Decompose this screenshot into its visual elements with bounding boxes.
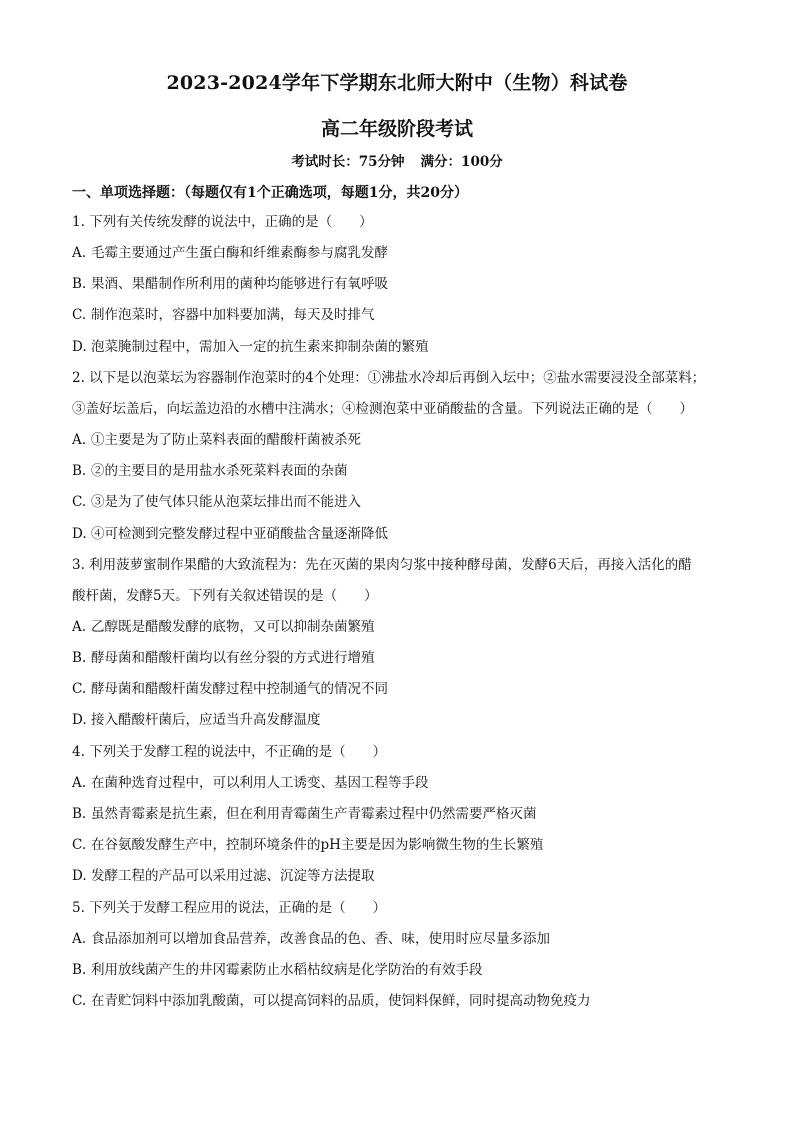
option-text: 在谷氨酸发酵生产中，控制环境条件的pH主要是因为影响微生物的生长繁殖 [91, 837, 544, 853]
option-letter: C. [72, 681, 87, 697]
option-letter: A. [72, 619, 87, 635]
question-3-option-d [72, 710, 321, 730]
question-1-option-d [72, 337, 429, 357]
exam-title: 2023-2024学年下学期东北师大附中（生物）科试卷 [166, 72, 628, 94]
question-5-stem: 5. 下列关于发酵工程应用的说法，正确的是（ ） [72, 900, 387, 916]
question-5-option-b [72, 960, 483, 980]
option-letter: B. [72, 806, 87, 822]
option-text: 利用放线菌产生的井冈霉素防止水稻枯纹病是化学防治的有效手段 [91, 962, 483, 978]
option-letter: B. [72, 962, 87, 978]
option-text: 乙醇既是醋酸发酵的底物，又可以抑制杂菌繁殖 [91, 619, 375, 635]
option-letter: B. [72, 463, 87, 479]
option-letter: D. [72, 712, 87, 728]
option-letter: C. [72, 307, 87, 323]
option-letter: A. [72, 245, 87, 261]
question-3-option-b [72, 648, 375, 668]
option-text: ②的主要目的是用盐水杀死菜料表面的杂菌 [91, 463, 348, 479]
option-text: 在菌种选育过程中，可以利用人工诱变、基因工程等手段 [91, 775, 429, 791]
option-text: 在青贮饲料中添加乳酸菌，可以提高饲料的品质，使饲料保鲜，同时提高动物免疫力 [91, 993, 591, 1009]
question-1-option-c [72, 305, 375, 325]
question-1-option-a [72, 243, 388, 263]
option-letter: D. [72, 526, 87, 542]
question-2-option-d [72, 524, 388, 544]
option-text: ③是为了使气体只能从泡菜坛排出而不能进入 [91, 494, 361, 510]
option-letter: D. [72, 339, 87, 355]
question-5-option-a [72, 929, 550, 949]
question-2-stem-line-2: ③盖好坛盖后，向坛盖边沿的水槽中注满水；④检测泡菜中亚硝酸盐的含量。下列说法正确的是（ ） [72, 401, 693, 417]
question-4-option-a [72, 773, 429, 793]
question-1-stem: 1. 下列有关传统发酵的说法中，正确的是（ ） [72, 214, 373, 230]
option-text: 毛霉主要通过产生蛋白酶和纤维素酶参与腐乳发酵 [91, 245, 388, 261]
question-3-stem-line-2: 酸杆菌，发酵5天。下列有关叙述错误的是（ ） [72, 588, 378, 604]
exam-meta [0, 150, 794, 170]
option-letter: C. [72, 993, 87, 1009]
option-letter: B. [72, 276, 87, 292]
exam-subtitle: 高二年级阶段考试 [320, 118, 473, 140]
question-3-option-a [72, 617, 375, 637]
question-2-option-a [72, 430, 361, 450]
question-1-option-b [72, 274, 388, 294]
option-letter: C. [72, 494, 87, 510]
option-letter: A. [72, 775, 87, 791]
question-4-option-b [72, 804, 537, 824]
option-letter: C. [72, 837, 87, 853]
option-text: 食品添加剂可以增加食品营养，改善食品的色、香、味，使用时应尽量多添加 [91, 931, 550, 947]
option-text: ①主要是为了防止菜料表面的醋酸杆菌被杀死 [91, 432, 361, 448]
exam-score: 满分：100分 [420, 154, 503, 170]
option-letter: A. [72, 931, 87, 947]
question-3-option-c [72, 679, 388, 699]
option-text: 制作泡菜时，容器中加料要加满，每天及时排气 [91, 307, 375, 323]
option-text: 发酵工程的产品可以采用过滤、沉淀等方法提取 [91, 868, 375, 884]
option-text: 泡菜腌制过程中，需加入一定的抗生素来抑制杂菌的繁殖 [91, 339, 429, 355]
question-2-stem-line-1: 2. 以下是以泡菜坛为容器制作泡菜时的4个处理：①沸盐水冷却后再倒入坛中；②盐水需要浸没全部菜料； [72, 370, 706, 386]
question-5-option-c [72, 991, 591, 1011]
question-4-option-d [72, 866, 375, 886]
option-text: 虽然青霉素是抗生素，但在利用青霉菌生产青霉素过程中仍然需要严格灭菌 [91, 806, 537, 822]
question-3-stem-line-1: 3. 利用菠萝蜜制作果醋的大致流程为：先在灭菌的果肉匀浆中接种酵母菌，发酵6天后，再接入活化的醋 [72, 557, 692, 573]
question-4-option-c [72, 835, 543, 855]
option-letter: D. [72, 868, 87, 884]
question-4-stem: 4. 下列关于发酵工程的说法中，不正确的是（ ） [72, 744, 387, 760]
option-text: 酵母菌和醋酸杆菌发酵过程中控制通气的情况不同 [91, 681, 388, 697]
option-letter: B. [72, 650, 87, 666]
question-2-option-b [72, 461, 348, 481]
option-text: 酵母菌和醋酸杆菌均以有丝分裂的方式进行增殖 [91, 650, 375, 666]
option-text: ④可检测到完整发酵过程中亚硝酸盐含量逐渐降低 [91, 526, 388, 542]
question-2-option-c [72, 492, 361, 512]
exam-duration: 考试时长：75分钟 [291, 154, 405, 170]
option-text: 接入醋酸杆菌后，应适当升高发酵温度 [91, 712, 321, 728]
section-heading: 一、单项选择题：（每题仅有1个正确选项，每题1分，共20分） [72, 185, 468, 201]
option-letter: A. [72, 432, 87, 448]
option-text: 果酒、果醋制作所利用的菌种均能够进行有氧呼吸 [91, 276, 388, 292]
